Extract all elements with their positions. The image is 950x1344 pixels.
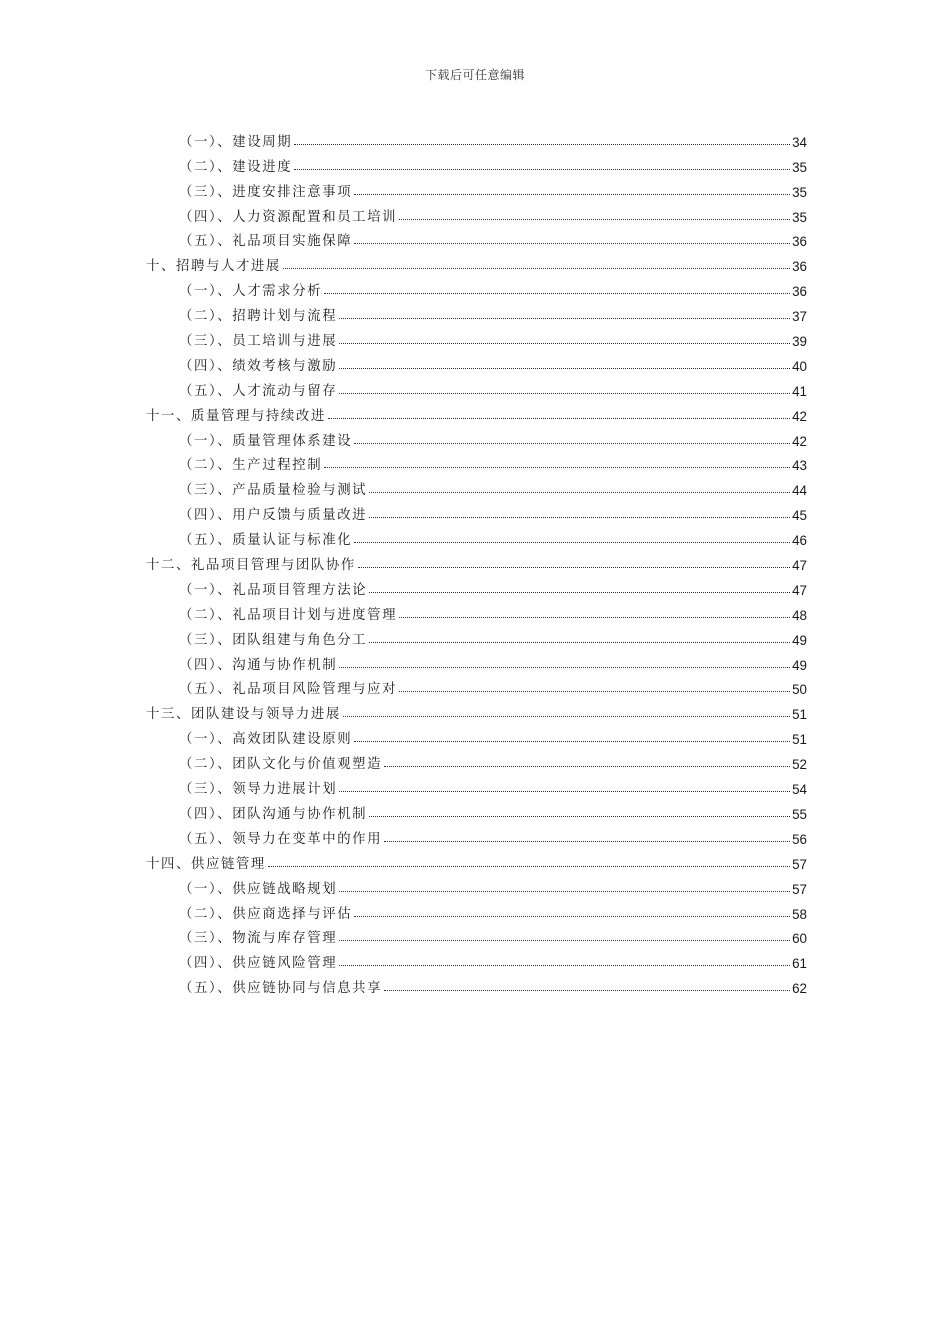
- toc-page-number: 61: [792, 956, 807, 972]
- toc-section-entry[interactable]: [146, 150, 807, 175]
- toc-section-entry[interactable]: [146, 374, 807, 399]
- toc-dot-leader: [354, 916, 790, 917]
- toc-section-entry[interactable]: [146, 299, 807, 324]
- toc-chapter-entry[interactable]: [146, 847, 807, 872]
- toc-dot-leader: [399, 691, 790, 692]
- toc-section-entry[interactable]: [146, 872, 807, 897]
- toc-page-number: 35: [792, 159, 807, 175]
- toc-entry-title: （一）、礼品项目管理方法论: [179, 582, 368, 598]
- toc-chapter-entry[interactable]: [146, 249, 807, 274]
- toc-entry-title: （五）、人才流动与留存: [179, 383, 338, 399]
- toc-entry-title: （三）、团队组建与角色分工: [179, 632, 368, 648]
- toc-dot-leader: [328, 418, 790, 419]
- toc-chapter-entry[interactable]: [146, 399, 807, 424]
- toc-entry-title: （一）、人才需求分析: [179, 284, 323, 300]
- toc-entry-title: （四）、用户反馈与质量改进: [179, 508, 368, 524]
- toc-page-number: 51: [792, 707, 807, 723]
- toc-dot-leader: [369, 592, 790, 593]
- toc-dot-leader: [399, 219, 790, 220]
- toc-page-number: 55: [792, 806, 807, 822]
- toc-entry-title: （二）、礼品项目计划与进度管理: [179, 607, 398, 623]
- toc-page-number: 46: [792, 533, 807, 549]
- toc-section-entry[interactable]: [146, 324, 807, 349]
- toc-page-number: 47: [792, 558, 807, 574]
- toc-entry-title: （四）、供应链风险管理: [179, 956, 338, 972]
- toc-page-number: 60: [792, 931, 807, 947]
- toc-page-number: 56: [792, 831, 807, 847]
- toc-entry-title: 十、招聘与人才进展: [146, 259, 281, 275]
- toc-entry-title: （二）、建设进度: [179, 159, 293, 175]
- toc-entry-title: （四）、人力资源配置和员工培训: [179, 209, 398, 225]
- toc-page-number: 47: [792, 582, 807, 598]
- toc-entry-title: （三）、产品质量检验与测试: [179, 483, 368, 499]
- toc-page-number: 39: [792, 334, 807, 350]
- toc-entry-title: （三）、员工培训与进展: [179, 334, 338, 350]
- toc-dot-leader: [339, 667, 790, 668]
- toc-dot-leader: [339, 791, 790, 792]
- toc-page-number: 52: [792, 757, 807, 773]
- toc-entry-title: （四）、沟通与协作机制: [179, 657, 338, 673]
- toc-page-number: 48: [792, 607, 807, 623]
- toc-entry-title: 十二、礼品项目管理与团队协作: [146, 558, 356, 574]
- toc-entry-title: （三）、进度安排注意事项: [179, 184, 353, 200]
- toc-dot-leader: [268, 866, 790, 867]
- toc-dot-leader: [369, 492, 790, 493]
- toc-dot-leader: [384, 766, 790, 767]
- toc-dot-leader: [324, 467, 790, 468]
- toc-page-number: 35: [792, 209, 807, 225]
- toc-page-number: 49: [792, 657, 807, 673]
- toc-page-number: 35: [792, 184, 807, 200]
- toc-section-entry[interactable]: [146, 822, 807, 847]
- toc-page-number: 50: [792, 682, 807, 698]
- toc-dot-leader: [354, 542, 790, 543]
- toc-page-number: 36: [792, 234, 807, 250]
- toc-chapter-entry[interactable]: [146, 548, 807, 573]
- table-of-contents: [146, 125, 807, 996]
- toc-dot-leader: [354, 194, 790, 195]
- toc-section-entry[interactable]: [146, 772, 807, 797]
- toc-page-number: 34: [792, 134, 807, 150]
- toc-section-entry[interactable]: [146, 175, 807, 200]
- toc-dot-leader: [384, 990, 790, 991]
- toc-section-entry[interactable]: [146, 523, 807, 548]
- toc-dot-leader: [294, 144, 790, 145]
- toc-dot-leader: [339, 318, 790, 319]
- toc-entry-title: （一）、建设周期: [179, 134, 293, 150]
- page-header: 下载后可任意编辑: [424, 68, 525, 82]
- toc-entry-title: （二）、生产过程控制: [179, 458, 323, 474]
- toc-page-number: 58: [792, 906, 807, 922]
- toc-dot-leader: [354, 741, 790, 742]
- toc-page-number: 62: [792, 981, 807, 997]
- toc-section-entry[interactable]: [146, 349, 807, 374]
- toc-dot-leader: [294, 169, 790, 170]
- toc-page-number: 41: [792, 383, 807, 399]
- toc-page-number: 51: [792, 732, 807, 748]
- toc-section-entry[interactable]: [146, 922, 807, 947]
- toc-entry-title: （一）、供应链战略规划: [179, 881, 338, 897]
- toc-section-entry[interactable]: [146, 473, 807, 498]
- toc-entry-title: （二）、招聘计划与流程: [179, 309, 338, 325]
- toc-entry-title: （四）、绩效考核与激励: [179, 358, 338, 374]
- toc-page-number: 49: [792, 632, 807, 648]
- toc-dot-leader: [339, 891, 790, 892]
- toc-entry-title: 十一、质量管理与持续改进: [146, 408, 326, 424]
- toc-section-entry[interactable]: [146, 747, 807, 772]
- toc-section-entry[interactable]: [146, 573, 807, 598]
- toc-entry-title: （二）、团队文化与价值观塑造: [179, 757, 383, 773]
- toc-dot-leader: [339, 965, 790, 966]
- toc-page-number: 36: [792, 284, 807, 300]
- toc-page-number: 43: [792, 458, 807, 474]
- toc-entry-title: 十三、团队建设与领导力进展: [146, 707, 341, 723]
- toc-entry-title: （三）、物流与库存管理: [179, 931, 338, 947]
- toc-dot-leader: [354, 243, 790, 244]
- toc-page-number: 42: [792, 433, 807, 449]
- toc-section-entry[interactable]: [146, 200, 807, 225]
- toc-page-number: 57: [792, 856, 807, 872]
- toc-dot-leader: [283, 268, 790, 269]
- toc-entry-title: （五）、领导力在变革中的作用: [179, 831, 383, 847]
- toc-page-number: 57: [792, 881, 807, 897]
- toc-entry-title: （五）、供应链协同与信息共享: [179, 981, 383, 997]
- toc-dot-leader: [369, 642, 790, 643]
- toc-dot-leader: [369, 816, 790, 817]
- toc-section-entry[interactable]: [146, 971, 807, 996]
- toc-section-entry[interactable]: [146, 125, 807, 150]
- toc-entry-title: （一）、质量管理体系建设: [179, 433, 353, 449]
- toc-page-number: 36: [792, 259, 807, 275]
- toc-section-entry[interactable]: [146, 673, 807, 698]
- toc-entry-title: （五）、礼品项目风险管理与应对: [179, 682, 398, 698]
- toc-section-entry[interactable]: [146, 498, 807, 523]
- toc-page-number: 44: [792, 483, 807, 499]
- toc-dot-leader: [339, 368, 790, 369]
- toc-dot-leader: [324, 293, 790, 294]
- toc-section-entry[interactable]: [146, 598, 807, 623]
- toc-dot-leader: [339, 393, 790, 394]
- toc-page-number: 37: [792, 309, 807, 325]
- toc-entry-title: （四）、团队沟通与协作机制: [179, 806, 368, 822]
- toc-dot-leader: [354, 443, 790, 444]
- toc-entry-title: （二）、供应商选择与评估: [179, 906, 353, 922]
- toc-dot-leader: [384, 841, 790, 842]
- toc-page-number: 42: [792, 408, 807, 424]
- toc-chapter-entry[interactable]: [146, 697, 807, 722]
- toc-entry-title: （一）、高效团队建设原则: [179, 732, 353, 748]
- toc-section-entry[interactable]: [146, 424, 807, 449]
- toc-section-entry[interactable]: [146, 623, 807, 648]
- toc-section-entry[interactable]: [146, 722, 807, 747]
- toc-dot-leader: [369, 517, 790, 518]
- toc-section-entry[interactable]: [146, 274, 807, 299]
- toc-dot-leader: [358, 567, 790, 568]
- toc-dot-leader: [399, 617, 790, 618]
- toc-section-entry[interactable]: [146, 648, 807, 673]
- toc-dot-leader: [339, 343, 790, 344]
- toc-entry-title: （五）、礼品项目实施保障: [179, 234, 353, 250]
- toc-entry-title: 十四、供应链管理: [146, 856, 266, 872]
- toc-section-entry[interactable]: [146, 946, 807, 971]
- toc-entry-title: （三）、领导力进展计划: [179, 782, 338, 798]
- toc-page-number: 54: [792, 782, 807, 798]
- toc-entry-title: （五）、质量认证与标准化: [179, 533, 353, 549]
- toc-section-entry[interactable]: [146, 897, 807, 922]
- toc-section-entry[interactable]: [146, 225, 807, 250]
- toc-page-number: 40: [792, 358, 807, 374]
- toc-dot-leader: [343, 716, 790, 717]
- toc-section-entry[interactable]: [146, 797, 807, 822]
- toc-page-number: 45: [792, 508, 807, 524]
- toc-section-entry[interactable]: [146, 449, 807, 474]
- toc-dot-leader: [339, 940, 790, 941]
